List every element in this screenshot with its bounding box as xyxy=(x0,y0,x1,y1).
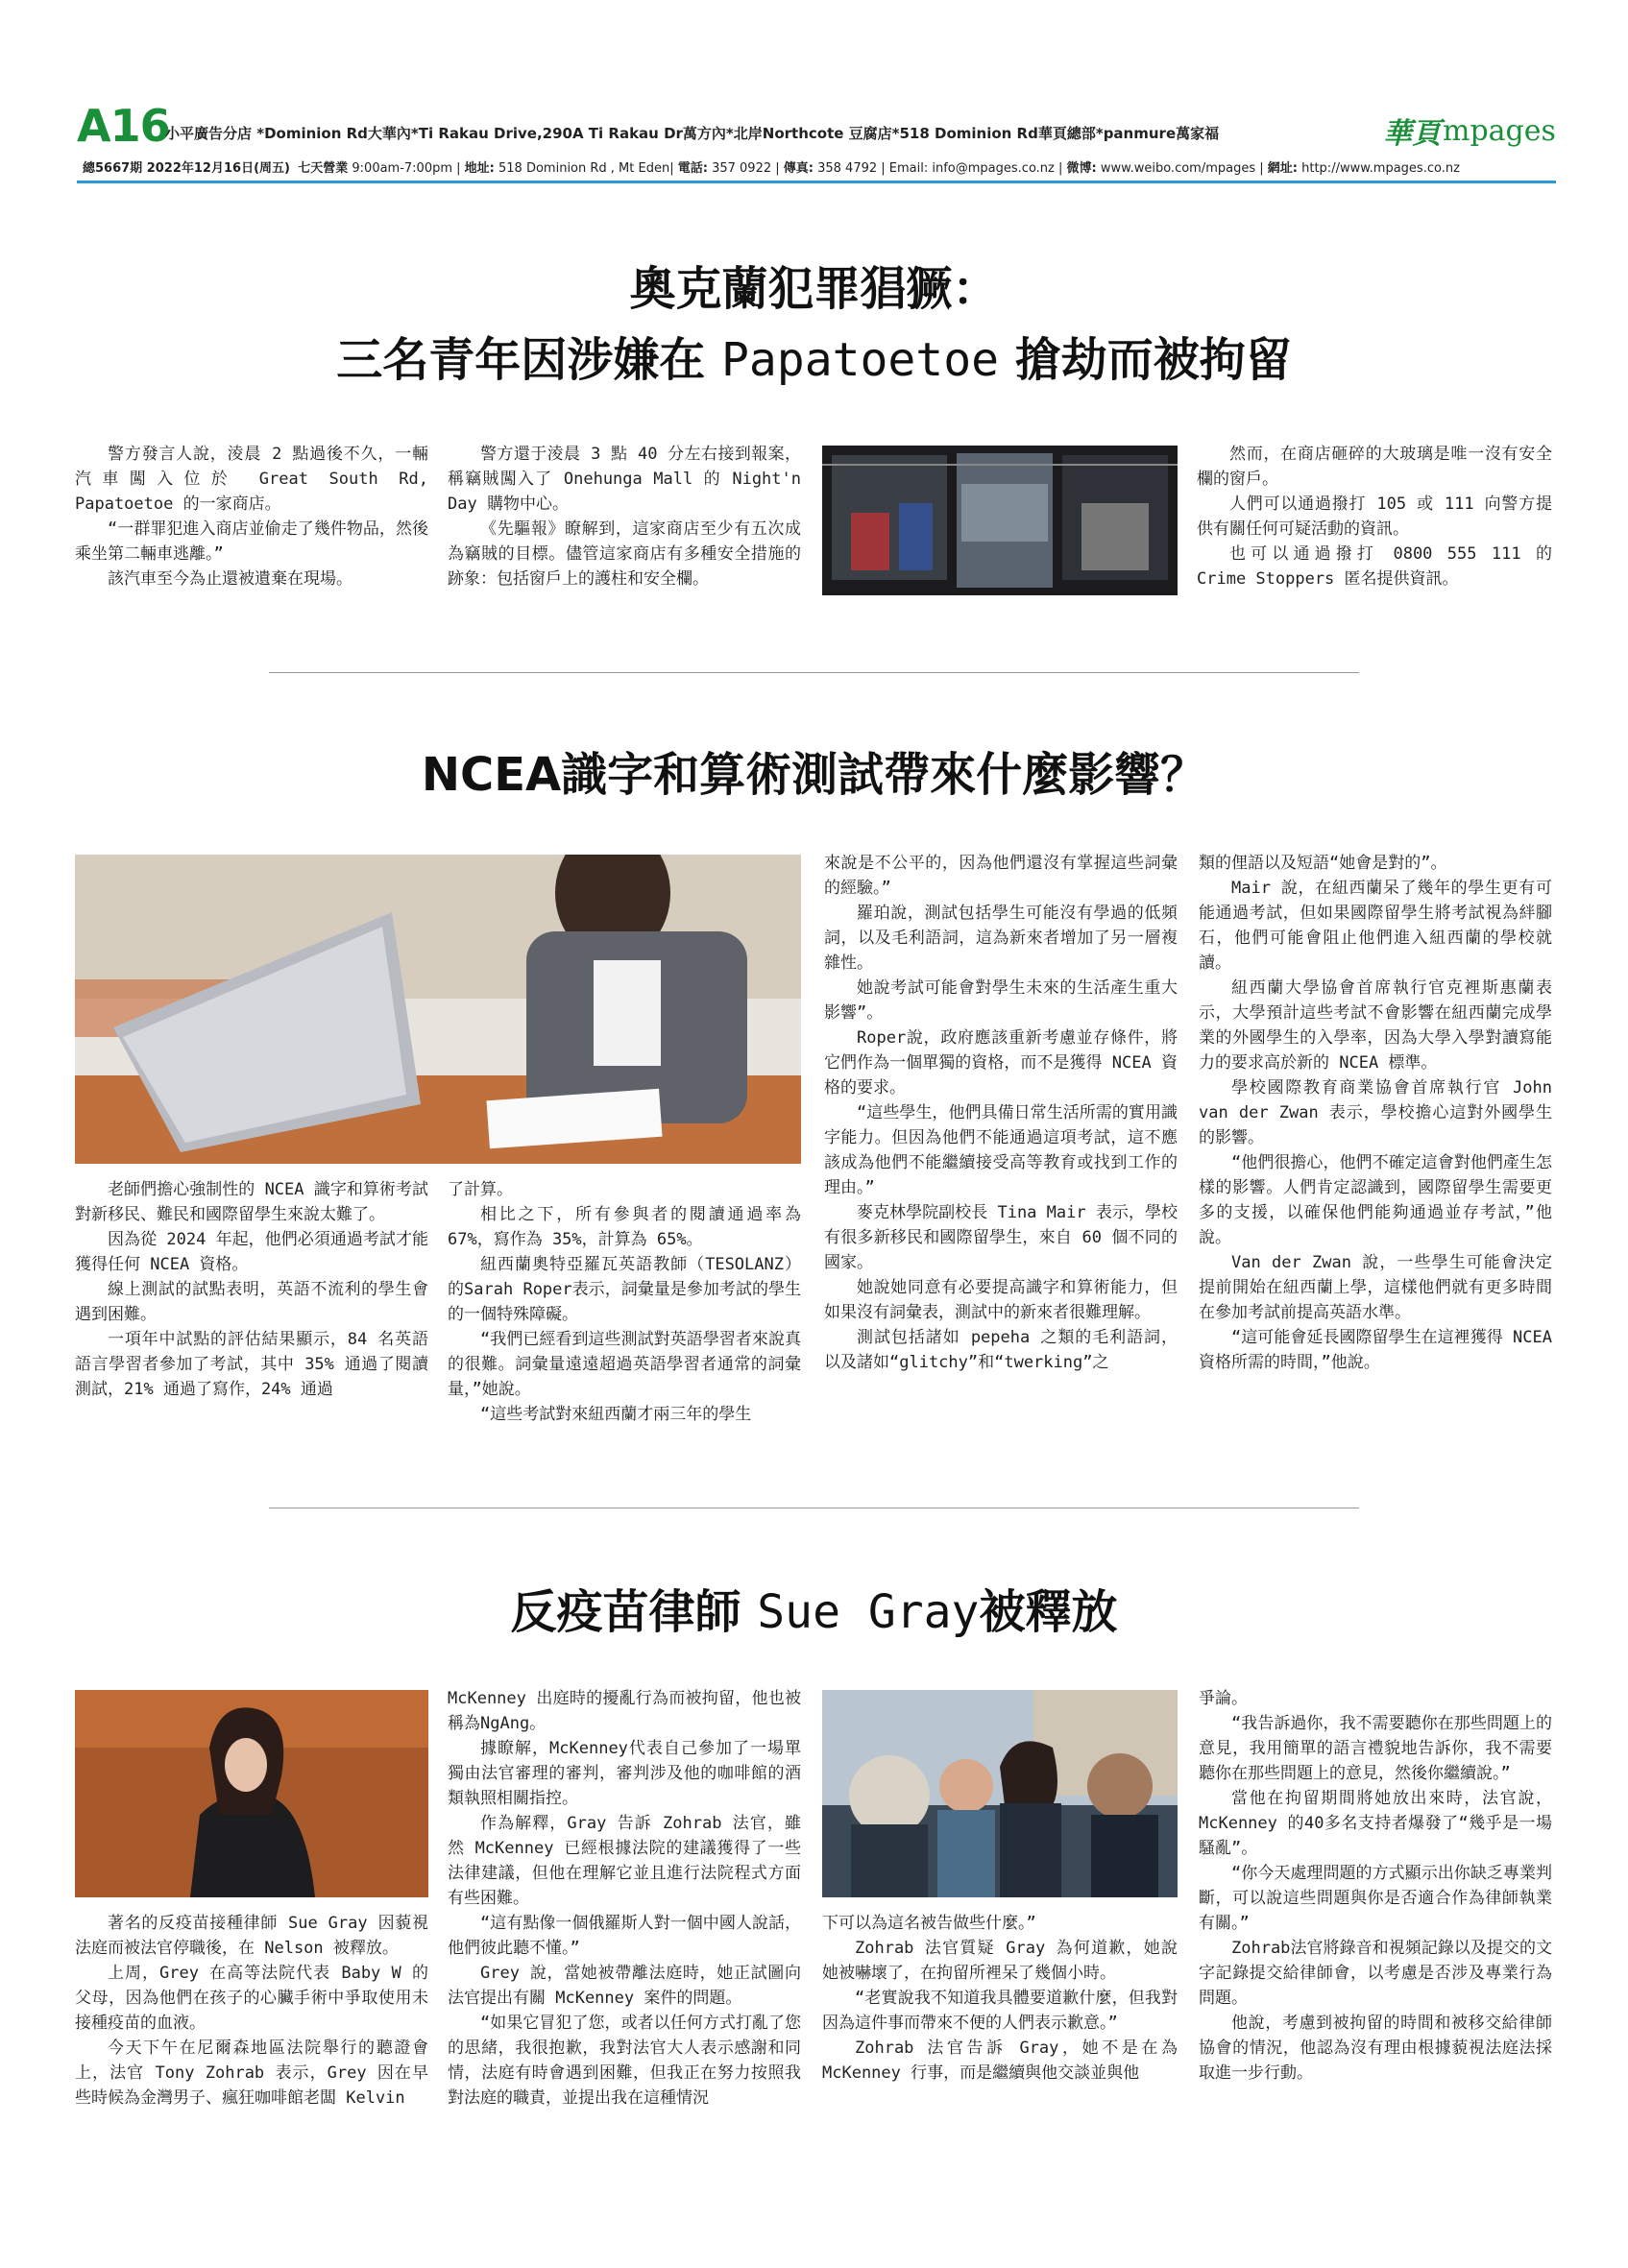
paragraph: 也可以通過撥打 0800 555 111 的 Crime Stoppers 匿名提供資訊。 xyxy=(1197,544,1552,589)
sue-gray-photo-image xyxy=(75,1690,428,1897)
logo-word: mpages xyxy=(1443,113,1556,148)
paragraph: 警方發言人說，淩晨 2 點過後不久，一輛汽車闖入位於 Great South Rd, Papatoetoe 的一家商店。 xyxy=(75,445,428,514)
paragraph: 《先驅報》瞭解到，這家商店至少有五次成為竊賊的目標。儘管這家商店有多種安全措施的跡象：包括窗戶上的護柱和安全欄。 xyxy=(448,519,801,589)
paragraph: Grey 說，當她被帶離法庭時，她正試圖向法官提出有關 McKenney 案件的問題。 xyxy=(448,1964,801,2008)
weibo[interactable]: www.weibo.com/mpages xyxy=(1100,161,1256,176)
paragraph: “你今天處理問題的方式顯示出你缺乏專業判斷，可以說這些問題與你是否適合作為律師執業有關。” xyxy=(1199,1864,1552,1933)
laptop-photo xyxy=(75,855,801,1164)
paragraph: 據瞭解，McKenney代表自己參加了一場單獨由法官審理的審判，審判涉及他的咖啡館的酒類執照相關指控。 xyxy=(448,1739,801,1808)
paragraph: 來說是不公平的，因為他們還沒有掌握這些詞彙的經驗。” xyxy=(824,854,1178,898)
paragraph: 學校國際教育商業協會首席執行官 John van der Zwan 表示，學校擔心這對外國學生的影響。 xyxy=(1199,1078,1552,1147)
paragraph: Zohrab法官將錄音和視頻記錄以及提交的文字記錄提交給律師會，以考慮是否涉及專業行為問題。 xyxy=(1199,1939,1552,2008)
paragraph: “這可能會延長國際留學生在這裡獲得 NCEA 資格所需的時間，”他說。 xyxy=(1199,1328,1552,1372)
supporters-photo xyxy=(822,1690,1178,1897)
article2-column-4 xyxy=(1199,851,1552,1375)
paragraph: Roper說，政府應該重新考慮並存條件，將它們作為一個單獨的資格，而不是獲得 NCEA 資格的要求。 xyxy=(824,1028,1178,1098)
article2-column-1 xyxy=(75,1177,428,1402)
paragraph: 因為從 2024 年起，他們必須通過考試才能獲得任何 NCEA 資格。 xyxy=(75,1230,428,1274)
paragraph: “這些學生，他們具備日常生活所需的實用識字能力。但因為他們不能通過這項考試，這不應該成為他們不能繼續接受高等教育或找到工作的理由。” xyxy=(824,1103,1178,1197)
article1-column-4 xyxy=(1197,442,1552,591)
hours: 9:00am-7:00pm xyxy=(352,161,453,176)
paragraph: 她說考試可能會對學生未來的生活產生重大影響”。 xyxy=(824,978,1178,1023)
mpages-logo xyxy=(1383,109,1556,151)
phone: 357 0922 xyxy=(712,161,772,176)
phone-label: 電話: xyxy=(677,161,708,176)
paragraph: “他們很擔心，他們不確定這會對他們產生怎樣的影響。人們肯定認識到，國際留學生需要更多的支援，以確保他們能夠通過並存考試，”他說。 xyxy=(1199,1153,1552,1247)
store-locations: 小平廣告分店 *Dominion Rd大華內*Ti Rakau Drive,290A Ti Rakau Dr萬方內*北岸Northcote 豆腐店*518 Dominion Rd華頁總部*panmure萬家福 xyxy=(165,125,1220,142)
email[interactable]: Email: info@mpages.co.nz xyxy=(888,161,1055,176)
article2-title: NCEA識字和算術測試帶來什麼影響？ xyxy=(421,748,1207,802)
article3-column-1 xyxy=(75,1911,428,2111)
article3-title xyxy=(0,1575,1628,1641)
article1-title-line2 xyxy=(0,323,1628,389)
supporters-photo-image xyxy=(822,1690,1178,1897)
paragraph: Van der Zwan 說，一些學生可能會決定提前開始在紐西蘭上學，這樣他們就有更多時間在參加考試前提高英語水準。 xyxy=(1199,1253,1552,1322)
paragraph: “我們已經看到這些測試對英語學習者來說真的很難。詞彙量遠遠超過英語學習者通常的詞彙量，”她說。 xyxy=(448,1330,801,1399)
paragraph: Mair 說，在紐西蘭呆了幾年的學生更有可能通過考試，但如果國際留學生將考試視為絆腳石，他們可能會阻止他們進入紐西蘭的學校就讀。 xyxy=(1199,879,1552,973)
store-photo-image xyxy=(822,446,1178,595)
paragraph: 當他在拘留期間將她放出來時，法官說，McKenney 的40多名支持者爆發了“幾乎是一場騷亂”。 xyxy=(1199,1789,1552,1858)
paragraph: 了計算。 xyxy=(448,1180,513,1199)
paragraph: 今天下午在尼爾森地區法院舉行的聽證會上，法官 Tony Zohrab 表示，Grey 因在早些時候為金灣男子、瘋狂咖啡館老闆 Kelvin xyxy=(75,2039,428,2108)
article3-column-4 xyxy=(1199,1686,1552,2086)
address: 518 Dominion Rd , Mt Eden| xyxy=(498,161,674,176)
paragraph: 測試包括諸如 pepeha 之類的毛利語詞，以及諸如“glitchy”和“twerking”之 xyxy=(824,1328,1178,1372)
hours-label: 七天營業 xyxy=(298,161,349,176)
paragraph: 一項年中試點的評估結果顯示，84 名英語語言學習者參加了考試，其中 35% 通過了閱讀測試，21% 通過了寫作，24% 通過 xyxy=(75,1330,428,1399)
article3-column-3 xyxy=(822,1911,1178,2086)
paragraph: 著名的反疫苗接種律師 Sue Gray 因藐視法庭而被法官停職後，在 Nelson 被釋放。 xyxy=(75,1914,428,1958)
fax: 358 4792 xyxy=(817,161,878,176)
paragraph: 人們可以通過撥打 105 或 111 向警方提供有關任何可疑活動的資訊。 xyxy=(1197,495,1552,539)
page-number: A16 xyxy=(77,100,170,152)
header-rule xyxy=(77,181,1556,183)
paragraph: 紐西蘭大學協會首席執行官克裡斯惠蘭表示，大學預計這些考試不會影響在紐西蘭完成學業的外國學生的入學率，因為大學入學對讀寫能力的要求高於新的 NCEA 標準。 xyxy=(1199,978,1552,1073)
paragraph: 下可以為這名被告做些什麼。” xyxy=(822,1914,1036,1933)
article3-title-part-c: 被釋放 xyxy=(979,1585,1118,1639)
paragraph: Zohrab 法官質疑 Gray 為何道歉，她說她被嚇壞了，在拘留所裡呆了幾個小時。 xyxy=(822,1939,1178,1983)
paragraph: 該汽車至今為止還被遺棄在現場。 xyxy=(108,569,352,589)
web-label: 網址: xyxy=(1267,161,1298,176)
paragraph: “這有點像一個俄羅斯人對一個中國人說話，他們彼此聽不懂。” xyxy=(448,1914,801,1958)
article1-column-2 xyxy=(448,442,801,591)
paragraph: 他說，考慮到被拘留的時間和被移交給律師協會的情況，他認為沒有理由根據藐視法庭法採取進一步行動。 xyxy=(1199,2014,1552,2083)
paragraph: 羅珀說，測試包括學生可能沒有學過的低頻詞，以及毛利語詞，這為新來者增加了另一層複雜性。 xyxy=(824,904,1178,973)
article3-title-part-a: 反疫苗律師 xyxy=(510,1585,741,1639)
store-photo xyxy=(822,446,1178,595)
article1-title-line1: 奧克蘭犯罪猖獗： xyxy=(629,262,999,316)
paragraph: 紐西蘭奧特亞羅瓦英語教師（TESOLANZ）的Sarah Roper表示，詞彙量是參加考試的學生的一個特殊障礙。 xyxy=(448,1255,801,1324)
article3-title-part-b: Sue Gray xyxy=(757,1585,980,1639)
paragraph: McKenney 出庭時的擾亂行為而被拘留，他也被稱為NgAng。 xyxy=(448,1689,801,1733)
paragraph: “如果它冒犯了您，或者以任何方式打亂了您的思緒，我很抱歉，我對法官大人表示感謝和同情，法庭有時會遇到困難，但我正在努力按照我對法庭的職責，並提出我在這種情況 xyxy=(448,2014,801,2108)
paragraph: “一群罪犯進入商店並偷走了幾件物品，然後乘坐第二輛車逃離。” xyxy=(75,519,428,564)
paragraph: 類的俚語以及短語“她會是對的”。 xyxy=(1199,854,1447,873)
paragraph: “這些考試對來紐西蘭才兩三年的學生 xyxy=(480,1405,752,1424)
article2-column-3 xyxy=(824,851,1178,1375)
article1-title-part-a: 三名青年因涉嫌在 xyxy=(336,333,706,387)
paragraph: 爭論。 xyxy=(1199,1689,1248,1708)
section-divider xyxy=(269,672,1359,673)
paragraph: 相比之下，所有參與者的閱讀通過率為 67%，寫作為 35%，計算為 65%。 xyxy=(448,1205,801,1249)
paragraph: 警方還于淩晨 3 點 40 分左右接到報案，稱竊賊闖入了 Onehunga Mall 的 Night'n Day 購物中心。 xyxy=(448,445,801,514)
paragraph: 麥克林學院副校長 Tina Mair 表示，學校有很多新移民和國際留學生，來自 60 個不同的國家。 xyxy=(824,1203,1178,1272)
logo-mark: 華頁 xyxy=(1383,117,1441,151)
paragraph: 上周，Grey 在高等法院代表 Baby W 的父母，因為他們在孩子的心臟手術中爭取使用未接種疫苗的血液。 xyxy=(75,1964,428,2033)
article3-column-2 xyxy=(448,1686,801,2111)
paragraph: 然而，在商店砸碎的大玻璃是唯一沒有安全欄的窗戶。 xyxy=(1197,445,1552,489)
paragraph: “我告訴過你，我不需要聽你在那些問題上的意見，我用簡單的語言禮貌地告訴你，我不需要聽你在那些問題上的意見，然後你繼續說。” xyxy=(1199,1714,1552,1783)
article1-title-part-b: Papatoetoe xyxy=(721,333,999,387)
article2-column-2 xyxy=(448,1177,801,1427)
paragraph: 老師們擔心強制性的 NCEA 識字和算術考試對新移民、難民和國際留學生來說太難了。 xyxy=(75,1180,428,1224)
article1-column-1 xyxy=(75,442,428,591)
issue-number: 總5667期 2022年12月16日(周五) xyxy=(83,161,290,176)
laptop-photo-image xyxy=(75,855,801,1164)
issue-info-line: 總5667期 2022年12月16日(周五) 七天營業 9:00am-7:00pm | 地址: 518 Dominion Rd , Mt Eden| 電話: 357 0922 | 傳真: 358 4792 | Email: info@mpages.co.nz | 微博: www.weibo.com/mpages | 網址: http://www.mpages.co.nz xyxy=(83,161,1460,176)
paragraph: 作為解釋，Gray 告訴 Zohrab 法官，雖然 McKenney 已經根據法院的建議獲得了一些法律建議，但他在理解它並且進行法院程式方面有些困難。 xyxy=(448,1814,801,1908)
paragraph: 線上測試的試點表明，英語不流利的學生會遇到困難。 xyxy=(75,1280,428,1324)
paragraph: “老實說我不知道我具體要道歉什麼，但我對因為這件事而帶來不便的人們表示歉意。” xyxy=(822,1989,1178,2033)
fax-label: 傳真: xyxy=(783,161,814,176)
article1-title-part-c: 搶劫而被拘留 xyxy=(1014,333,1292,387)
paragraph: 她說她同意有必要提高識字和算術能力，但如果沒有詞彙表，測試中的新來者很難理解。 xyxy=(824,1278,1178,1322)
weibo-label: 微博: xyxy=(1066,161,1097,176)
website[interactable]: http://www.mpages.co.nz xyxy=(1301,161,1460,176)
address-label: 地址: xyxy=(464,161,495,176)
paragraph: Zohrab 法官告訴 Gray，她不是在為 McKenney 行事，而是繼續與他交談並與他 xyxy=(822,2039,1178,2083)
sue-gray-photo xyxy=(75,1690,428,1897)
